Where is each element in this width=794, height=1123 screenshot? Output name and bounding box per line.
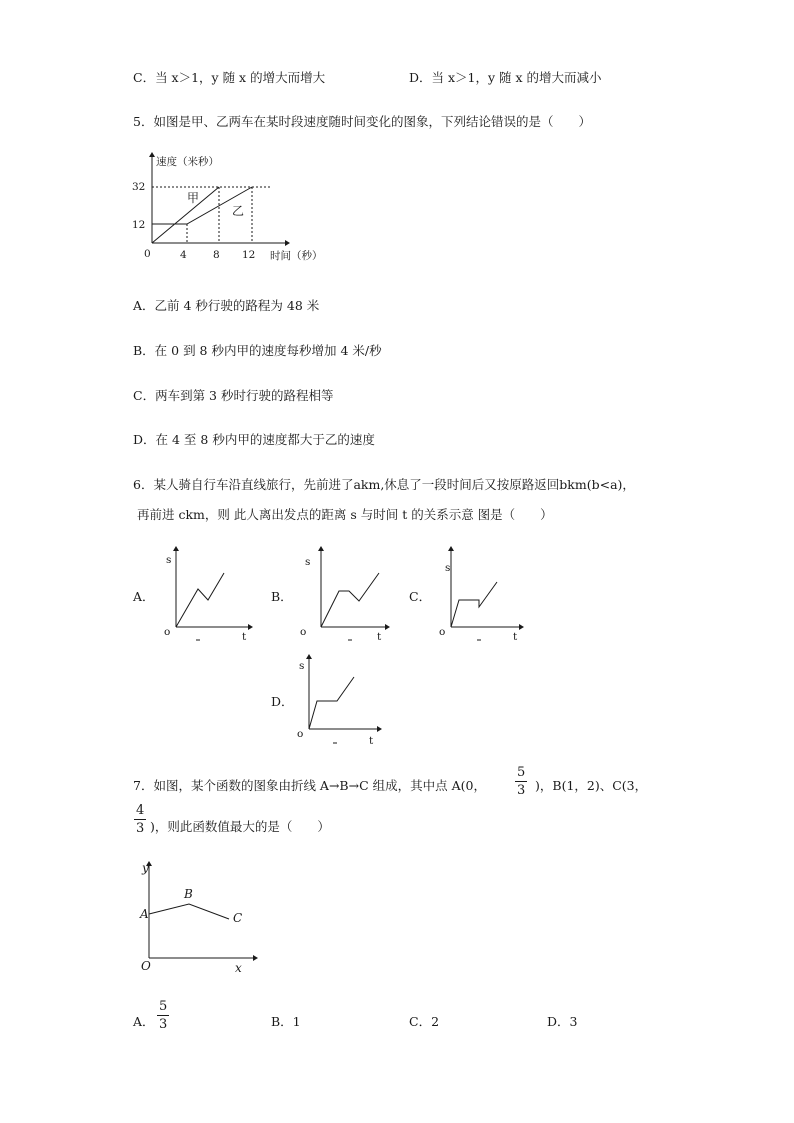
q5-x-axis-label: 时间（秒） xyxy=(270,250,323,262)
svg-text:O: O xyxy=(141,959,151,973)
svg-text:t: t xyxy=(242,631,247,643)
q5-y-axis-label: 速度（米秒） xyxy=(156,156,219,168)
svg-text:t: t xyxy=(369,735,374,747)
svg-text:s: s xyxy=(299,660,305,672)
q5-x-tick-12: 12 xyxy=(242,249,256,261)
q6-graph-a-letter: A． xyxy=(133,589,155,604)
svg-text:o: o xyxy=(297,728,304,740)
q5-option-a: A．乙前 4 秒行驶的路程为 48 米 xyxy=(133,298,320,313)
q5-stem: 5．如图是甲、乙两车在某时段速度随时间变化的图象，下列结论错误的是（ ） xyxy=(133,114,591,129)
svg-text:o: o xyxy=(164,626,171,638)
q7-option-b: B．1 xyxy=(271,1014,301,1029)
svg-text:B: B xyxy=(184,887,193,901)
svg-text:o: o xyxy=(300,626,307,638)
q5-option-b: B．在 0 到 8 秒内甲的速度每秒增加 4 米/秒 xyxy=(133,343,382,358)
q6-stem-line1: 6．某人骑自行车沿直线旅行，先前进了akm,休息了一段时间后又按原路返回bkm(b<a)， xyxy=(133,477,635,492)
q7-c-fraction: $\frac{4}{3}$ xyxy=(136,803,145,836)
q7-a-fraction: $\frac{5}{3}$ xyxy=(517,765,526,798)
svg-text:C: C xyxy=(233,911,243,925)
q6-graph-b-letter: B． xyxy=(271,589,293,604)
svg-text:s: s xyxy=(445,562,451,574)
q6-graph-b xyxy=(300,545,403,643)
svg-text:y: y xyxy=(142,861,149,875)
svg-text:t: t xyxy=(377,631,382,643)
q4-option-c: C．当 x＞1，y 随 x 的增大而增大 xyxy=(133,70,326,85)
svg-text:t: t xyxy=(513,631,518,643)
q5-line-jia xyxy=(152,187,219,243)
q5-option-d: D．在 4 至 8 秒内甲的速度都大于乙的速度 xyxy=(133,432,375,447)
svg-text:o: o xyxy=(439,626,446,638)
q5-speed-time-graph xyxy=(132,152,330,267)
q5-label-jia: 甲 xyxy=(187,191,200,205)
q5-y-tick-32: 32 xyxy=(132,181,146,193)
q5-origin: 0 xyxy=(144,248,151,260)
svg-text:x: x xyxy=(235,961,242,975)
q6-graph-d-letter: D． xyxy=(271,694,294,709)
q7-option-d: D．3 xyxy=(547,1014,578,1029)
q6-graph-c xyxy=(435,545,535,643)
svg-text:s: s xyxy=(166,554,172,566)
q5-x-tick-8: 8 xyxy=(213,249,220,261)
q7-option-c: C．2 xyxy=(409,1014,440,1029)
svg-text:A: A xyxy=(140,907,149,921)
q5-option-c: C．两车到第 3 秒时行驶的路程相等 xyxy=(133,388,334,403)
q6-graph-c-letter: C． xyxy=(409,589,432,604)
q5-label-yi: 乙 xyxy=(232,204,245,218)
q6-stem-line2: 再前进 ckm，则 此人离出发点的距离 s 与时间 t 的关系示意 图是（ ） xyxy=(137,507,553,522)
q5-y-tick-12: 12 xyxy=(132,219,146,231)
q6-graph-d xyxy=(295,653,395,748)
q6-graph-a xyxy=(158,545,258,643)
q4-option-d: D．当 x＞1，y 随 x 的增大而减小 xyxy=(409,70,602,85)
q5-x-tick-4: 4 xyxy=(180,249,187,261)
svg-text:s: s xyxy=(305,556,311,568)
q7-function-graph xyxy=(135,858,265,978)
